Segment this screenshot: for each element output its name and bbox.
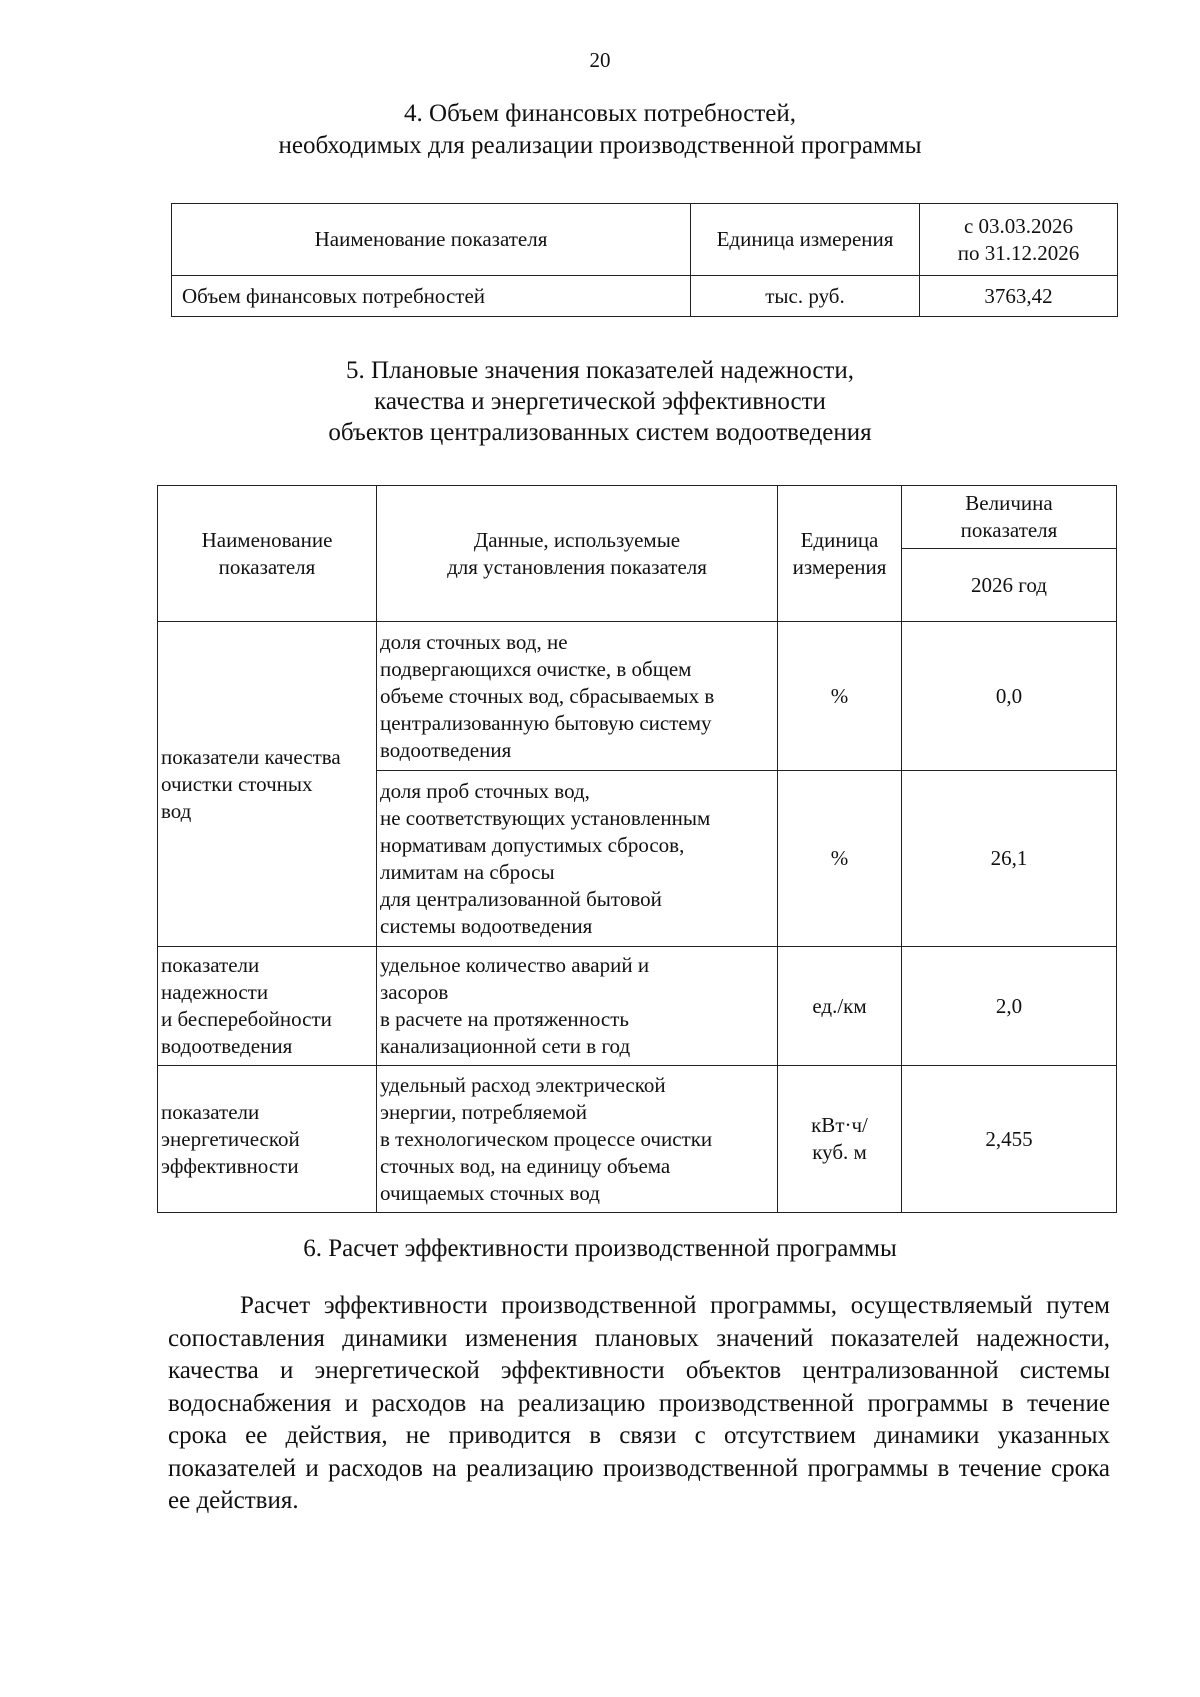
section6-title: 6. Расчет эффективности производственной программы [303,1235,897,1262]
group-name-line: очистки сточных [161,771,313,796]
data-line: в расчете на протяженность [380,1007,629,1031]
header-data-line: для установления показателя [447,554,707,579]
group-name-energy [158,1066,377,1213]
data-line: доля проб сточных вод, [380,778,590,803]
group-name-quality [158,622,377,947]
row-unit: тыс. руб. [691,276,920,317]
table-row [158,947,1117,1066]
row-data [377,947,778,1066]
data-line: удельное количество аварий и [380,953,650,977]
section4-title-line: необходимых для реализации производственной программы [278,132,922,159]
header-unit-line: Единица [800,527,879,552]
table-row [172,276,1118,317]
header-unit-line: измерения [792,554,887,579]
group-name-reliability [158,947,377,1066]
section5-title [0,355,1200,448]
data-line: канализационной сети в год [380,1034,631,1058]
header-period-start: с 03.03.2026 [963,213,1074,238]
header-value-line: показателя [960,518,1058,542]
group-name-line: водоотведения [161,1034,293,1058]
data-line: в технологическом процессе очистки [380,1126,713,1151]
data-line: энергии, потребляемой [380,1099,588,1124]
row-value: 0,0 [902,622,1117,771]
section4-title [0,98,1200,162]
table-row [158,1066,1117,1213]
data-line: водоотведения [380,737,512,762]
group-name-line: вод [161,798,192,823]
data-line: не соответствующих установленным [380,805,711,830]
group-name-line: энергетической [161,1126,300,1151]
data-line: нормативам допустимых сбросов, [380,832,685,857]
financial-needs-table [171,203,1118,317]
data-line: удельный расход электрической [380,1072,666,1097]
section4-title-line: 4. Объем финансовых потребностей, [404,100,796,127]
row-unit: ед./км [778,947,902,1066]
data-line: системы водоотведения [380,913,593,938]
header-name-line: Наименование [201,527,333,552]
data-line: очищаемых сточных вод [380,1180,600,1205]
row-unit: % [778,771,902,947]
table-row [158,622,1117,771]
page-number: 20 [589,48,611,72]
group-name-line: показатели [161,953,260,977]
row-unit [778,1066,902,1213]
header-period [920,204,1118,276]
table-header-row [172,204,1118,276]
section5-title-line: качества и энергетической эффективности [374,388,826,415]
group-name-line: эффективности [161,1153,299,1178]
group-name-line: показатели [161,1099,260,1124]
header-year: 2026 год [902,549,1117,622]
header-period-end: по 31.12.2026 [957,240,1080,265]
row-data [377,622,778,771]
row-value: 26,1 [902,771,1117,947]
header-name-line: показателя [218,554,316,579]
unit-line: кВт·ч/ [811,1113,868,1137]
header-value-line: Величина [965,491,1053,515]
data-line: для централизованной бытовой [380,886,662,911]
row-value: 2,0 [902,947,1117,1066]
data-line: объеме сточных вод, сбрасываемых в [380,683,715,708]
unit-line: куб. м [812,1140,867,1164]
row-data [377,1066,778,1213]
header-value [902,486,1117,549]
header-name: Наименование показателя [172,204,691,276]
row-value: 2,455 [902,1066,1117,1213]
data-line: централизованную бытовую систему [380,710,712,735]
group-name-line: и бесперебойности [161,1007,332,1031]
header-indicator-name [158,486,377,622]
table-header-row [158,486,1117,549]
header-unit [778,486,902,622]
group-name-line: надежности [161,980,269,1004]
group-name-line: показатели качества [161,744,341,769]
header-data [377,486,778,622]
data-line: засоров [380,980,449,1004]
data-line: лимитам на сбросы [380,859,555,884]
row-value: 3763,42 [920,276,1118,317]
row-unit: % [778,622,902,771]
header-unit: Единица измерения [691,204,920,276]
section5-title-line: объектов централизованных систем водоотведения [328,419,872,446]
row-data [377,771,778,947]
row-name: Объем финансовых потребностей [172,276,691,317]
header-data-line: Данные, используемые [473,527,681,552]
data-line: подвергающихся очистке, в общем [380,656,692,681]
section6-paragraph: Расчет эффективности производственной программы, осуществляемый путем сопоставления динамики изменения плановых значений показателей надежности, качества и энергетической эффективности объектов централизованной системы водоснабжения и расходов на реализацию производственной программы в течение срока ее действия, не приводится в связи с отсутствием динамики указанных показателей и расходов на реализацию производственной программы в течение срока ее действия. [168,1292,1110,1514]
data-line: доля сточных вод, не [380,629,568,654]
data-line: сточных вод, на единицу объема [380,1153,671,1178]
section5-title-line: 5. Плановые значения показателей надежности, [346,357,854,384]
indicators-table [157,485,1117,1213]
